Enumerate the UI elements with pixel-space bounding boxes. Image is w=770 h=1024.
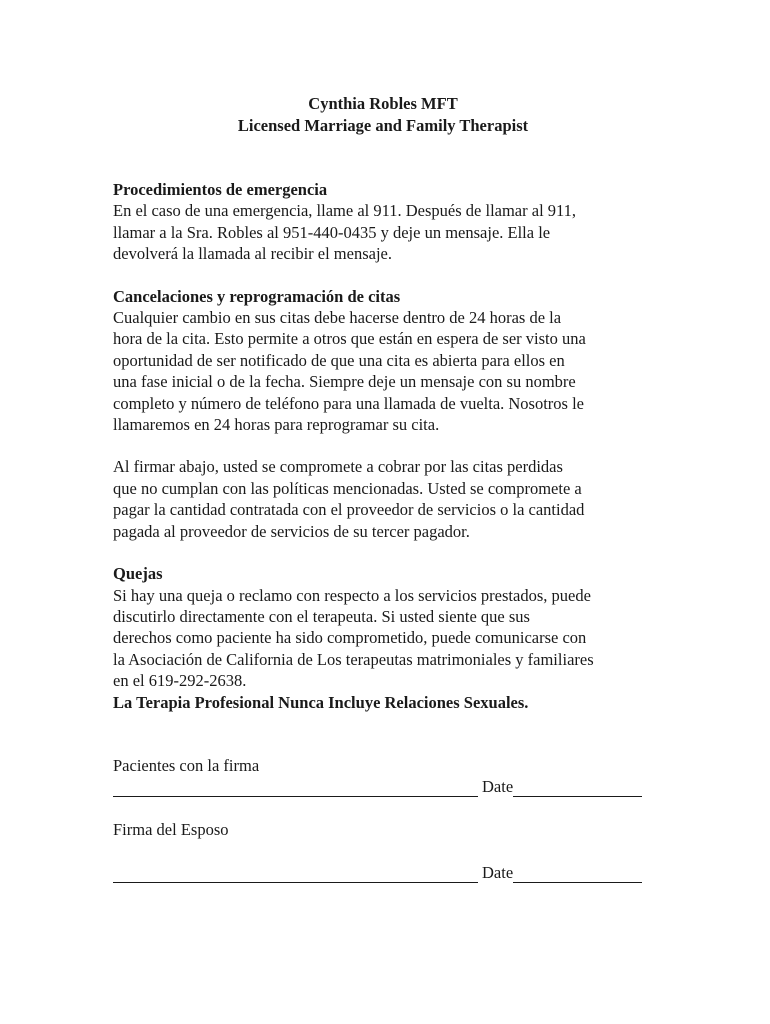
patient-date-label: Date (482, 776, 514, 796)
complaints-section (113, 563, 663, 713)
spouse-date-label: Date (482, 862, 514, 882)
patient-signature-block (113, 755, 663, 797)
patient-date-line[interactable] (513, 781, 642, 797)
document-header (103, 93, 663, 137)
cancellations-line: hora de la cita. Esto permite a otros que están en espera de ser visto una (113, 329, 586, 349)
no-sexual-relations-notice: La Terapia Profesional Nunca Incluye Relaciones Sexuales. (113, 692, 529, 712)
agreement-line: pagada al proveedor de servicios de su tercer pagador. (113, 521, 470, 541)
patient-signature-line[interactable] (113, 781, 478, 797)
cancellations-line: completo y número de teléfono para una llamada de vuelta. Nosotros le (113, 393, 585, 413)
cancellations-line: llamaremos en 24 horas para reprogramar su cita. (113, 415, 440, 435)
complaints-line: Si hay una queja o reclamo con respecto a los servicios prestados, puede (113, 585, 591, 605)
therapist-name: Cynthia Robles MFT (308, 94, 458, 113)
spouse-date-line[interactable] (513, 867, 642, 883)
agreement-line: que no cumplan con las políticas mencionadas. Usted se compromete a (113, 478, 582, 498)
complaints-line: la Asociación de California de Los terapeutas matrimoniales y familiares (113, 649, 594, 669)
therapist-title: Licensed Marriage and Family Therapist (237, 116, 529, 135)
agreement-line: pagar la cantidad contratada con el proveedor de servicios o la cantidad (113, 500, 585, 520)
agreement-line: Al firmar abajo, usted se compromete a cobrar por las citas perdidas (113, 457, 563, 477)
spouse-signature-line[interactable] (113, 867, 478, 883)
spouse-signature-label: Firma del Esposo (113, 819, 229, 839)
patient-signature-label: Pacientes con la firma (113, 755, 260, 775)
cancellations-heading: Cancelaciones y reprogramación de citas (113, 286, 401, 306)
emergency-line: En el caso de una emergencia, llame al 911. Después de llamar al 911, (113, 201, 577, 221)
emergency-heading: Procedimientos de emergencia (113, 180, 328, 199)
document-page (113, 93, 663, 883)
cancellations-line: oportunidad de ser notificado de que una cita es abierta para ellos en (113, 350, 565, 370)
emergency-line: llamar a la Sra. Robles al 951-440-0435 y deje un mensaje. Ella le (113, 222, 551, 242)
emergency-line: devolverá la llamada al recibir el mensaje. (113, 244, 392, 264)
complaints-heading: Quejas (113, 564, 163, 584)
cancellations-line: una fase inicial o de la fecha. Siempre deje un mensaje con su nombre (113, 372, 576, 392)
spouse-signature-block (113, 819, 663, 883)
complaints-line: discutirlo directamente con el terapeuta. Si usted siente que sus (113, 606, 530, 626)
agreement-section (113, 456, 663, 542)
cancellations-line: Cualquier cambio en sus citas debe hacerse dentro de 24 horas de la (113, 308, 562, 328)
complaints-line: derechos como paciente ha sido comprometido, puede comunicarse con (113, 628, 587, 648)
complaints-line: en el 619-292-2638. (113, 671, 247, 691)
cancellations-section (113, 286, 663, 436)
emergency-section (113, 179, 663, 265)
